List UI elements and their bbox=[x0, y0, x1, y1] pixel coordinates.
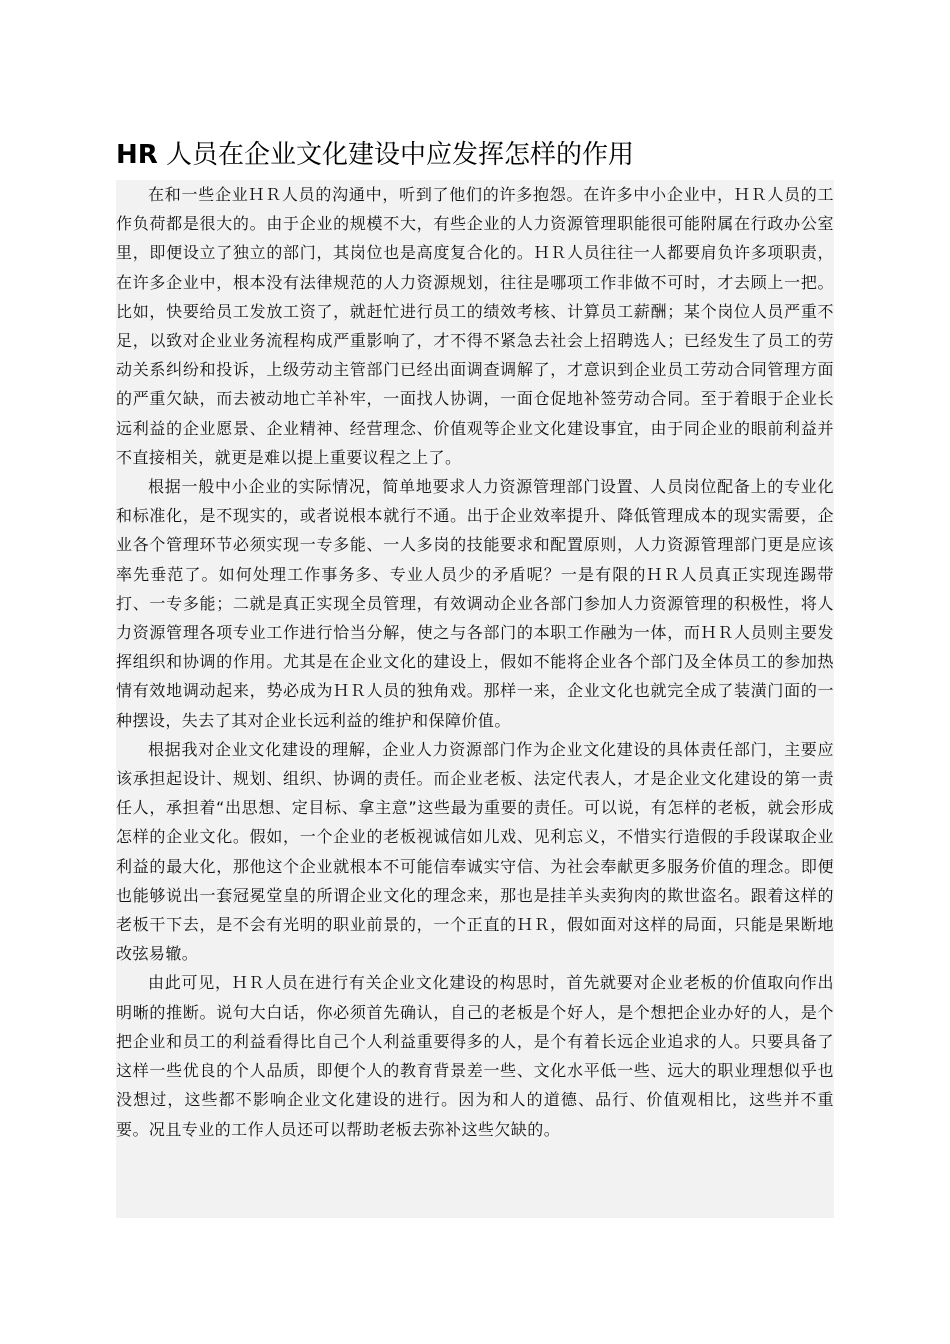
title-acronym: HR bbox=[116, 140, 158, 170]
paragraph-4: 由此可见，ＨＲ人员在进行有关企业文化建设的构思时，首先就要对企业老板的价值取向作出明晰的推断。说句大白话，你必须首先确认，自己的老板是个好人，是个想把企业办好的人，是个把企业和员工的利益看得比自己个人利益重要得多的人，是个有着长远企业追求的人。只要具备了这样一些优良的个人品质，即便个人的教育背景差一些、文化水平低一些、远大的职业理想似乎也没想过，这些都不影响企业文化建设的进行。因为和人的道德、品行、价值观相比，这些并不重要。况且专业的工作人员还可以帮助老板去弥补这些欠缺的。 bbox=[116, 973, 834, 1139]
document-title bbox=[116, 138, 846, 172]
paragraph-3: 根据我对企业文化建设的理解，企业人力资源部门作为企业文化建设的具体责任部门，主要应该承担起设计、规划、组织、协调的责任。而企业老板、法定代表人，才是企业文化建设的第一责任人，承担着“出思想、定目标、拿主意”这些最为重要的责任。可以说，有怎样的老板，就会形成怎样的企业文化。假如，一个企业的老板视诚信如儿戏、见利忘义，不惜实行造假的手段谋取企业利益的最大化，那他这个企业就根本不可能信奉诚实守信、为社会奉献更多服务价值的理念。即便也能够说出一套冠冕堂皇的所谓企业文化的理念来，那也是挂羊头卖狗肉的欺世盗名。跟着这样的老板干下去，是不会有光明的职业前景的，一个正直的ＨＲ，假如面对这样的局面，只能是果断地改弦易辙。 bbox=[116, 739, 834, 964]
title-text: 人员在企业文化建设中应发挥怎样的作用 bbox=[157, 140, 635, 170]
paragraph-1: 在和一些企业ＨＲ人员的沟通中，听到了他们的许多抱怨。在许多中小企业中，ＨＲ人员的工作负荷都是很大的。由于企业的规模不大，有些企业的人力资源管理职能很可能附属在行政办公室里，即便设立了独立的部门，其岗位也是高度复合化的。ＨＲ人员往往一人都要肩负许多项职责，在许多企业中，根本没有法律规范的人力资源规划，往往是哪项工作非做不可时，才去顾上一把。比如，快要给员工发放工资了，就赶忙进行员工的绩效考核、计算员工薪酬；某个岗位人员严重不足，以致对企业业务流程构成严重影响了，才不得不紧急去社会上招聘选人；已经发生了员工的劳动关系纠纷和投诉，上级劳动主管部门已经出面调查调解了，才意识到企业员工劳动合同管理方面的严重欠缺，而去被动地亡羊补牢，一面找人协调，一面仓促地补签劳动合同。至于着眼于企业长远利益的企业愿景、企业精神、经营理念、价值观等企业文化建设事宜，由于同企业的眼前利益并不直接相关，就更是难以提上重要议程之上了。 bbox=[116, 185, 834, 467]
paragraph-2: 根据一般中小企业的实际情况，简单地要求人力资源管理部门设置、人员岗位配备上的专业化和标准化，是不现实的，或者说根本就行不通。出于企业效率提升、降低管理成本的现实需要，企业各个管理环节必须实现一专多能、一人多岗的技能要求和配置原则，人力资源管理部门更是应该率先垂范了。如何处理工作事务多、专业人员少的矛盾呢？一是有限的ＨＲ人员真正实现连踢带打、一专多能；二就是真正实现全员管理，有效调动企业各部门参加人力资源管理的积极性，将人力资源管理各项专业工作进行恰当分解，使之与各部门的本职工作融为一体，而ＨＲ人员则主要发挥组织和协调的作用。尤其是在企业文化的建设上，假如不能将企业各个部门及全体员工的参加热情有效地调动起来，势必成为ＨＲ人员的独角戏。那样一来，企业文化也就完全成了装潢门面的一种摆设，失去了其对企业长远利益的维护和保障价值。 bbox=[116, 477, 834, 730]
body-text-block bbox=[116, 180, 834, 1218]
